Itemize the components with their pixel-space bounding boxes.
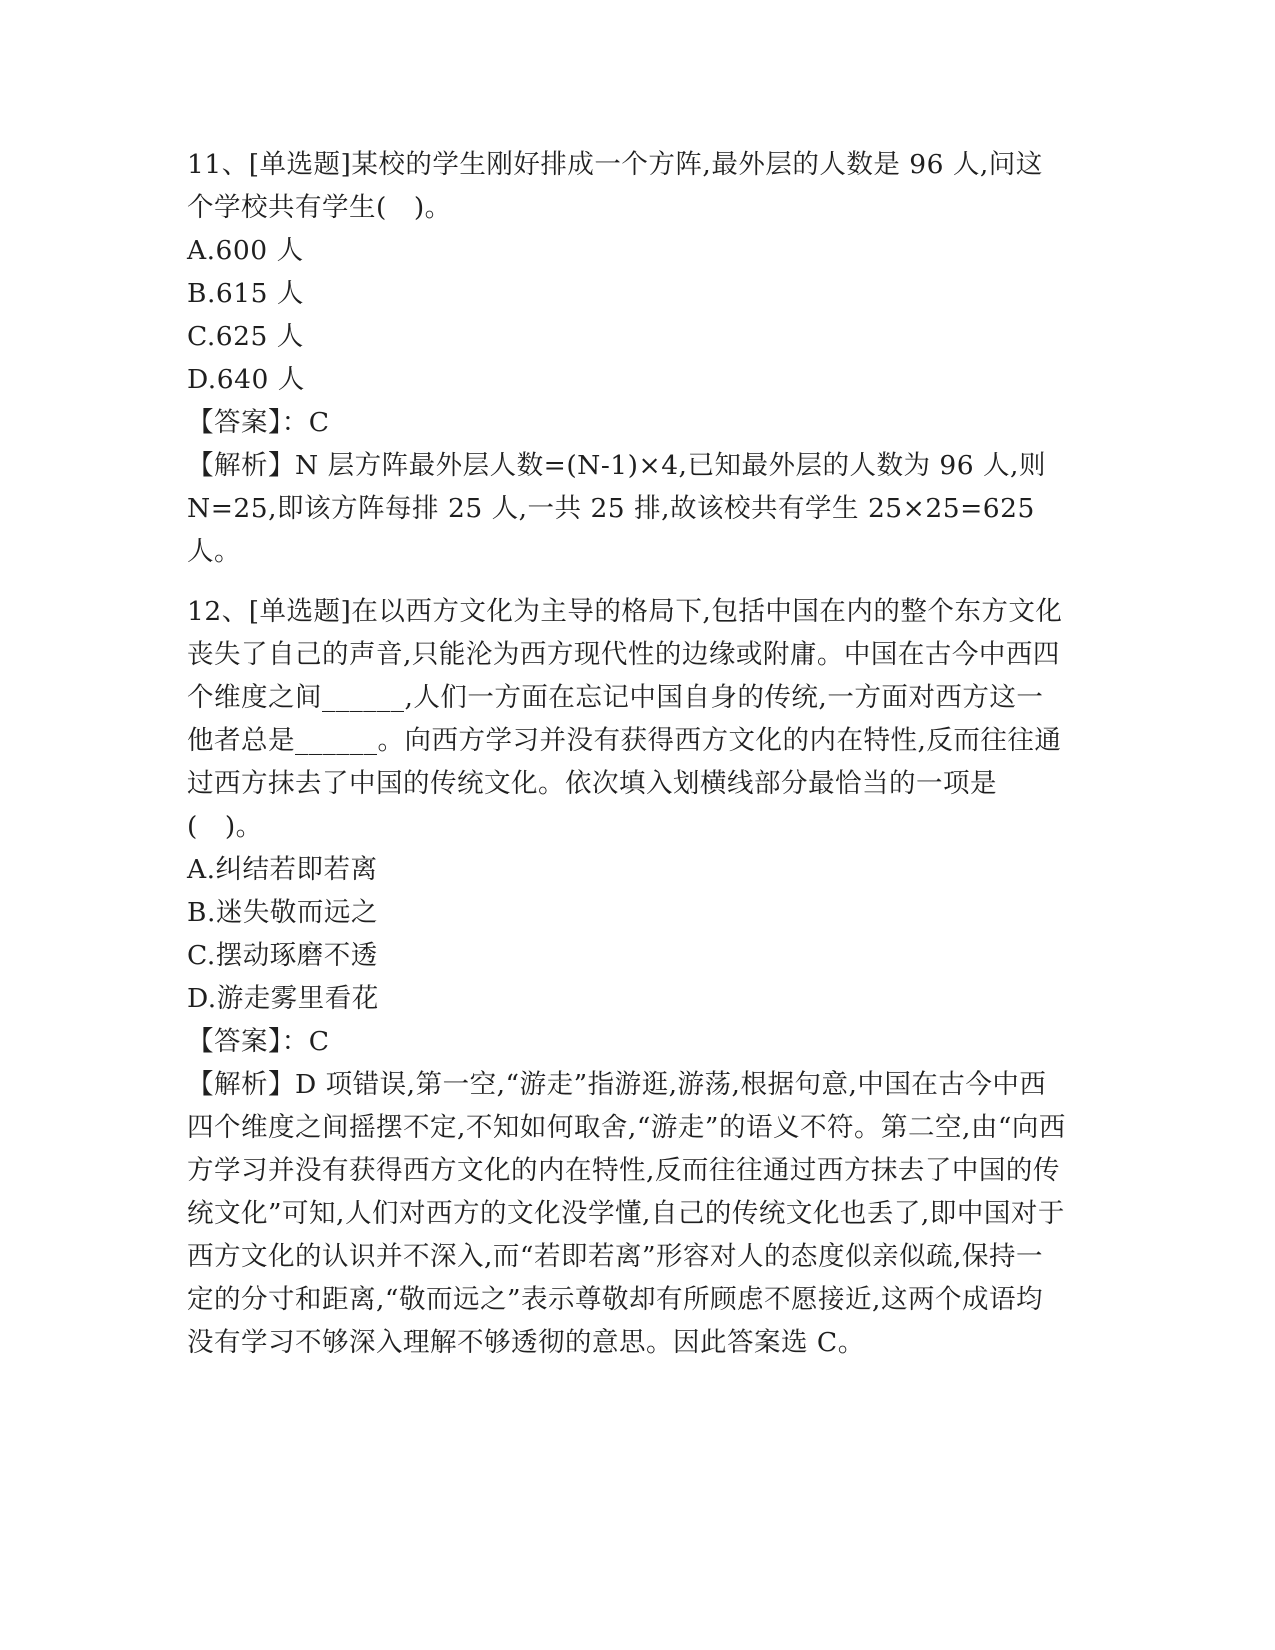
question-stem: 11、[单选题]某校的学生刚好排成一个方阵,最外层的人数是 96 人,问这个学校共有学生( )。 <box>187 149 1043 223</box>
question-11 <box>187 143 1067 573</box>
question-stem: 12、[单选题]在以西方文化为主导的格局下,包括中国在内的整个东方文化丧失了自己的声音,只能沦为西方现代性的边缘或附庸。中国在古今中西四个维度之间______,人们一方面在忘记中国自身的传统,一方面对西方这一他者总是______。向西方学习并没有获得西方文化的内在特性,反而往往通过西方抹去了中国的传统文化。依次填入划横线部分最恰当的一项是( )。 <box>187 596 1063 842</box>
analysis: 【解析】N 层方阵最外层人数=(N-1)×4,已知最外层的人数为 96 人,则 N=25,即该方阵每排 25 人,一共 25 排,故该校共有学生 25×25=625 人。 <box>187 450 1046 567</box>
document-page <box>187 143 1067 1364</box>
option-b: B.615 人 <box>187 278 304 309</box>
option-a: A.600 人 <box>187 235 304 266</box>
analysis: 【解析】D 项错误,第一空,“游走”指游逛,游荡,根据句意,中国在古今中西四个维度之间摇摆不定,不知如何取舍,“游走”的语义不符。第二空,由“向西方学习并没有获得西方文化的内在特性,反而往往通过西方抹去了中国的传统文化”可知,人们对西方的文化没学懂,自己的传统文化也丢了,即中国对于西方文化的认识并不深入,而“若即若离”形容对人的态度似亲似疏,保持一定的分寸和距离,“敬而远之”表示尊敬却有所顾虑不愿接近,这两个成语均没有学习不够深入理解不够透彻的意思。因此答案选 C。 <box>187 1069 1066 1358</box>
answer: 【答案】：C <box>187 1026 330 1057</box>
answer: 【答案】：C <box>187 407 330 438</box>
option-b: B.迷失敬而远之 <box>187 897 378 928</box>
option-d: D.640 人 <box>187 364 305 395</box>
question-12 <box>187 590 1067 1364</box>
option-a: A.纠结若即若离 <box>187 854 378 885</box>
option-c: C.摆动琢磨不透 <box>187 940 378 971</box>
option-c: C.625 人 <box>187 321 304 352</box>
option-d: D.游走雾里看花 <box>187 983 379 1014</box>
